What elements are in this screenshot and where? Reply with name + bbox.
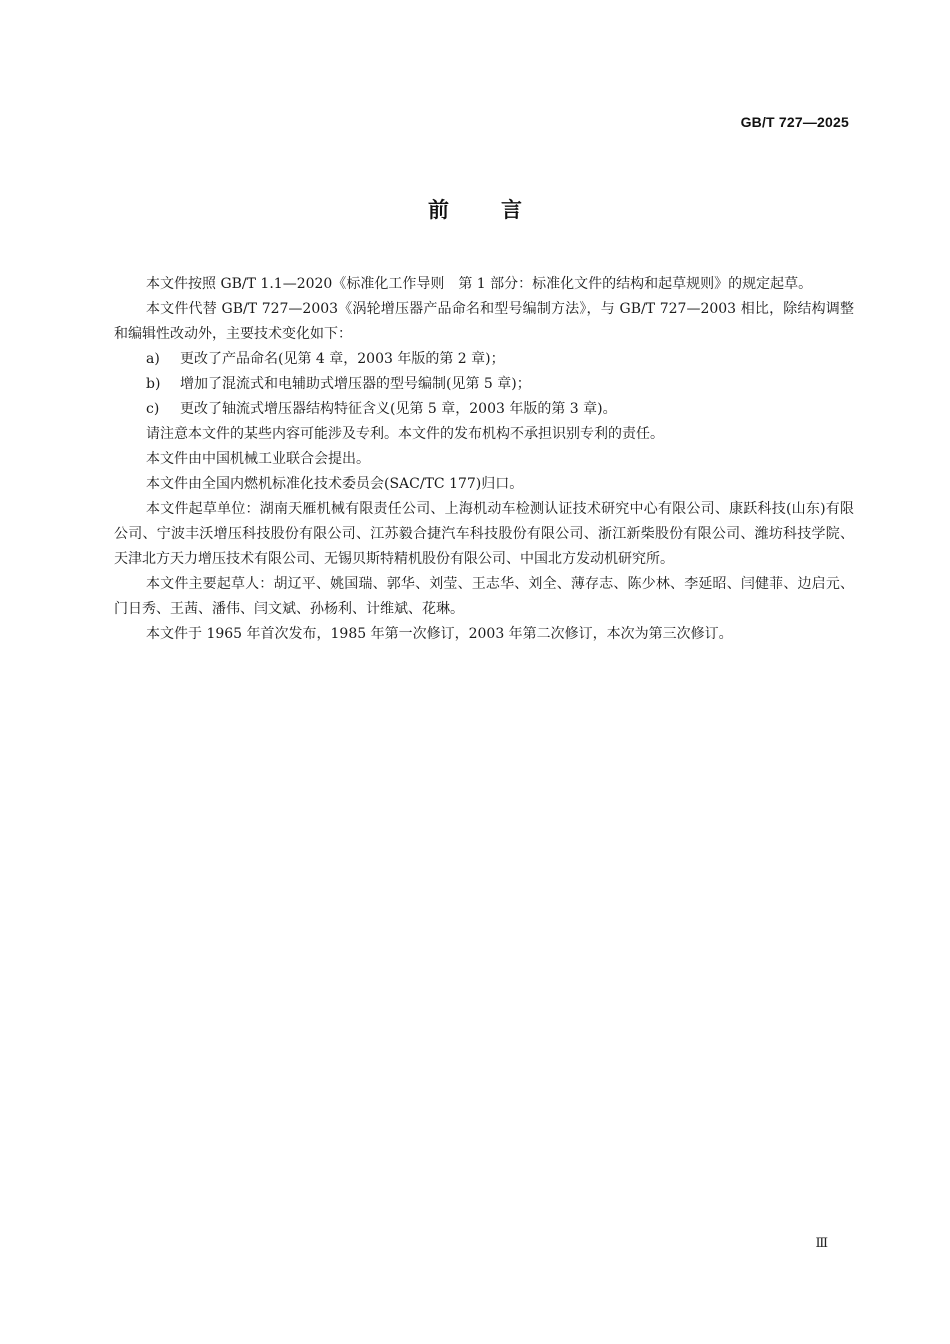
paragraph-proposer: 本文件由中国机械工业联合会提出。 <box>146 451 370 467</box>
list-text: 更改了产品命名(见第 4 章，2003 年版的第 2 章)； <box>180 351 505 367</box>
list-item <box>114 347 854 372</box>
paragraph-drafting-rules: 本文件按照 GB/T 1.1—2020《标准化工作导则 第 1 部分：标准化文件的结构和起草规则》的规定起草。 <box>146 276 813 292</box>
page-title: 前言 <box>428 198 574 222</box>
paragraph-drafting-organizations: 本文件起草单位：湖南天雁机械有限责任公司、上海机动车检测认证技术研究中心有限公司、康跃科技(山东)有限公司、宁波丰沃增压科技股份有限公司、江苏毅合捷汽车科技股份有限公司、浙江新柴股份有限公司、潍坊科技学院、天津北方天力增压技术有限公司、无锡贝斯特精机股份有限公司、中国北方发动机研究所。 <box>114 501 854 567</box>
list-item <box>114 397 854 422</box>
paragraph-replacement: 本文件代替 GB/T 727—2003《涡轮增压器产品命名和型号编制方法》，与 GB/T 727—2003 相比，除结构调整和编辑性改动外，主要技术变化如下： <box>114 301 854 342</box>
page-number: Ⅲ <box>815 1236 828 1251</box>
foreword-body <box>114 272 854 647</box>
paragraph-history: 本文件于 1965 年首次发布，1985 年第一次修订，2003 年第二次修订，本次为第三次修订。 <box>146 626 733 642</box>
list-marker: c) <box>146 401 160 417</box>
paragraph-patent-notice: 请注意本文件的某些内容可能涉及专利。本文件的发布机构不承担识别专利的责任。 <box>146 426 664 442</box>
document-code: GB/T 727—2025 <box>740 114 849 130</box>
list-text: 增加了混流式和电辅助式增压器的型号编制(见第 5 章)； <box>180 376 531 392</box>
list-text: 更改了轴流式增压器结构特征含义(见第 5 章，2003 年版的第 3 章)。 <box>180 401 617 417</box>
paragraph-drafters: 本文件主要起草人：胡辽平、姚国瑞、郭华、刘莹、王志华、刘全、薄存志、陈少林、李延昭、闫健菲、边启元、门日秀、王茜、潘伟、闫文斌、孙杨利、计维斌、花琳。 <box>114 576 854 617</box>
list-item <box>114 372 854 397</box>
list-marker: a) <box>146 351 160 367</box>
list-marker: b) <box>146 376 161 392</box>
paragraph-technical-committee: 本文件由全国内燃机标准化技术委员会(SAC/TC 177)归口。 <box>146 476 524 492</box>
